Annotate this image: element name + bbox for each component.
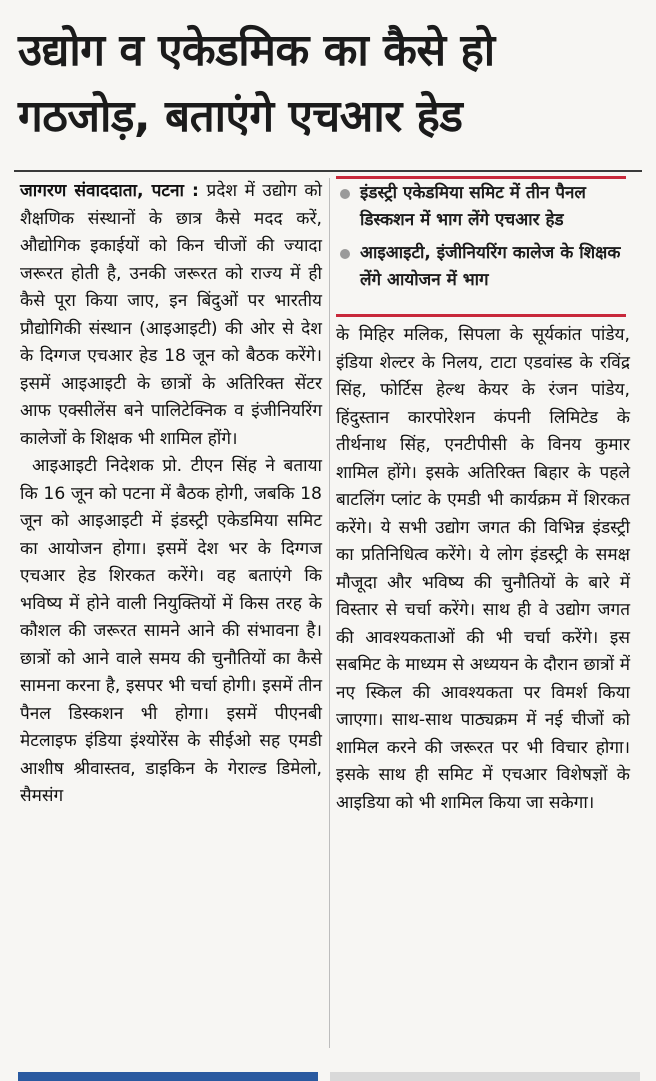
highlight-text: आइआइटी, इंजीनियरिंग कालेज के शिक्षक लेंगे आयोजन में भाग	[360, 243, 621, 290]
article-column-left	[20, 178, 322, 811]
article-column-right	[336, 322, 630, 817]
footer-gray-bar	[330, 1072, 640, 1081]
paragraph-1-text: प्रदेश में उद्योग को शैक्षणिक संस्थानों के छात्र कैसे मदद करें, औद्योगिक इकाईयों को किन चीजों की ज्यादा जरूरत होती है, उनकी जरूरत को राज्य में ही कैसे पूरा किया जाए, इन बिंदुओं पर भारतीय प्रौद्योगिकी संस्थान (आइआइटी) की ओर से देश के दिग्गज एचआर हेड 18 जून को बैठक करेंगे। इसमें आइआइटी के छात्रों के अतिरिक्त सेंटर आफ एक्सीलेंस बने पालिटेक्निक व इंजीनियरिंग कालेजों के शिक्षक भी शामिल होंगे।	[20, 181, 322, 449]
highlight-item	[336, 240, 634, 294]
paragraph-3: के मिहिर मलिक, सिपला के सूर्यकांत पांडेय, इंडिया शेल्टर के निलय, टाटा एडवांस्ड के रविंद्र सिंह, फोर्टिस हेल्थ केयर के रंजन पांडेय, हिंदुस्तान कारपोरेशन कंपनी लिमिटेड के तीर्थनाथ सिंह, एनटीपीसी के विनय कुमार शामिल होंगे। इसके अतिरिक्त बिहार के पहले बाटलिंग प्लांट के एमडी भी कार्यक्रम में शिरकत करेंगे। ये सभी उद्योग जगत की विभिन्न इंडस्ट्री का प्रतिनिधित्व करेंगे। ये लोग इंडस्ट्री के समक्ष मौजूदा और भविष्य की चुनौतियों के बारे में विस्तार से चर्चा करेंगे। साथ ही वे उद्योग जगत की आवश्यकताओं की भी चर्चा करेंगे। इस सबमिट के माध्यम से अध्ययन के दौरान छात्रों में नए स्किल की आवश्यकता पर विमर्श किया जाएगा। साथ-साथ पाठ्यक्रम में नई चीजों को शामिल करने की जरूरत पर भी विचार होगा। इसके साथ ही समिट में एचआर विशेषज्ञों के आइडिया को भी शामिल किया जा सकेगा।	[336, 325, 630, 813]
highlights-rule-top	[336, 176, 626, 179]
headline-line-2: गठजोड़, बताएंगे एचआर हेड	[18, 91, 463, 142]
highlight-item	[336, 180, 634, 234]
bullet-icon	[340, 249, 350, 259]
highlights-rule-bottom	[336, 314, 626, 317]
highlight-text: इंडस्ट्री एकेडमिया समिट में तीन पैनल डिस्कशन में भाग लेंगे एचआर हेड	[360, 183, 586, 230]
bullet-icon	[340, 189, 350, 199]
byline: जागरण संवाददाता, पटना :	[20, 181, 199, 201]
headline	[18, 18, 638, 150]
paragraph-1	[20, 178, 322, 453]
headline-rule	[14, 170, 642, 172]
column-divider	[329, 178, 330, 1048]
footer-color-bar	[18, 1072, 318, 1081]
headline-line-1: उद्योग व एकेडमिक का कैसे हो	[18, 25, 495, 76]
highlights-box	[336, 180, 634, 300]
paragraph-2: आइआइटी निदेशक प्रो. टीएन सिंह ने बताया कि 16 जून को पटना में बैठक होगी, जबकि 18 जून को आइआइटी में इंडस्ट्री एकेडमिया समिट का आयोजन होगा। इसमें देश भर के दिग्गज एचआर हेड शिरकत करेंगे। वह बताएंगे कि भविष्य में होने वाली नियुक्तियों में किस तरह के कौशल की जरूरत सामने आने की संभावना है। छात्रों को आने वाले समय की चुनौतियों का कैसे सामना करना है, इसपर भी चर्चा होगी। इसमें तीन पैनल डिस्कशन भी होगा। इसमें पीएनबी मेटलाइफ इंडिया इंश्योरेंस के सीईओ सह एमडी आशीष श्रीवास्तव, डाइकिन के गेराल्ड डिमेलो, सैमसंग	[20, 456, 322, 806]
